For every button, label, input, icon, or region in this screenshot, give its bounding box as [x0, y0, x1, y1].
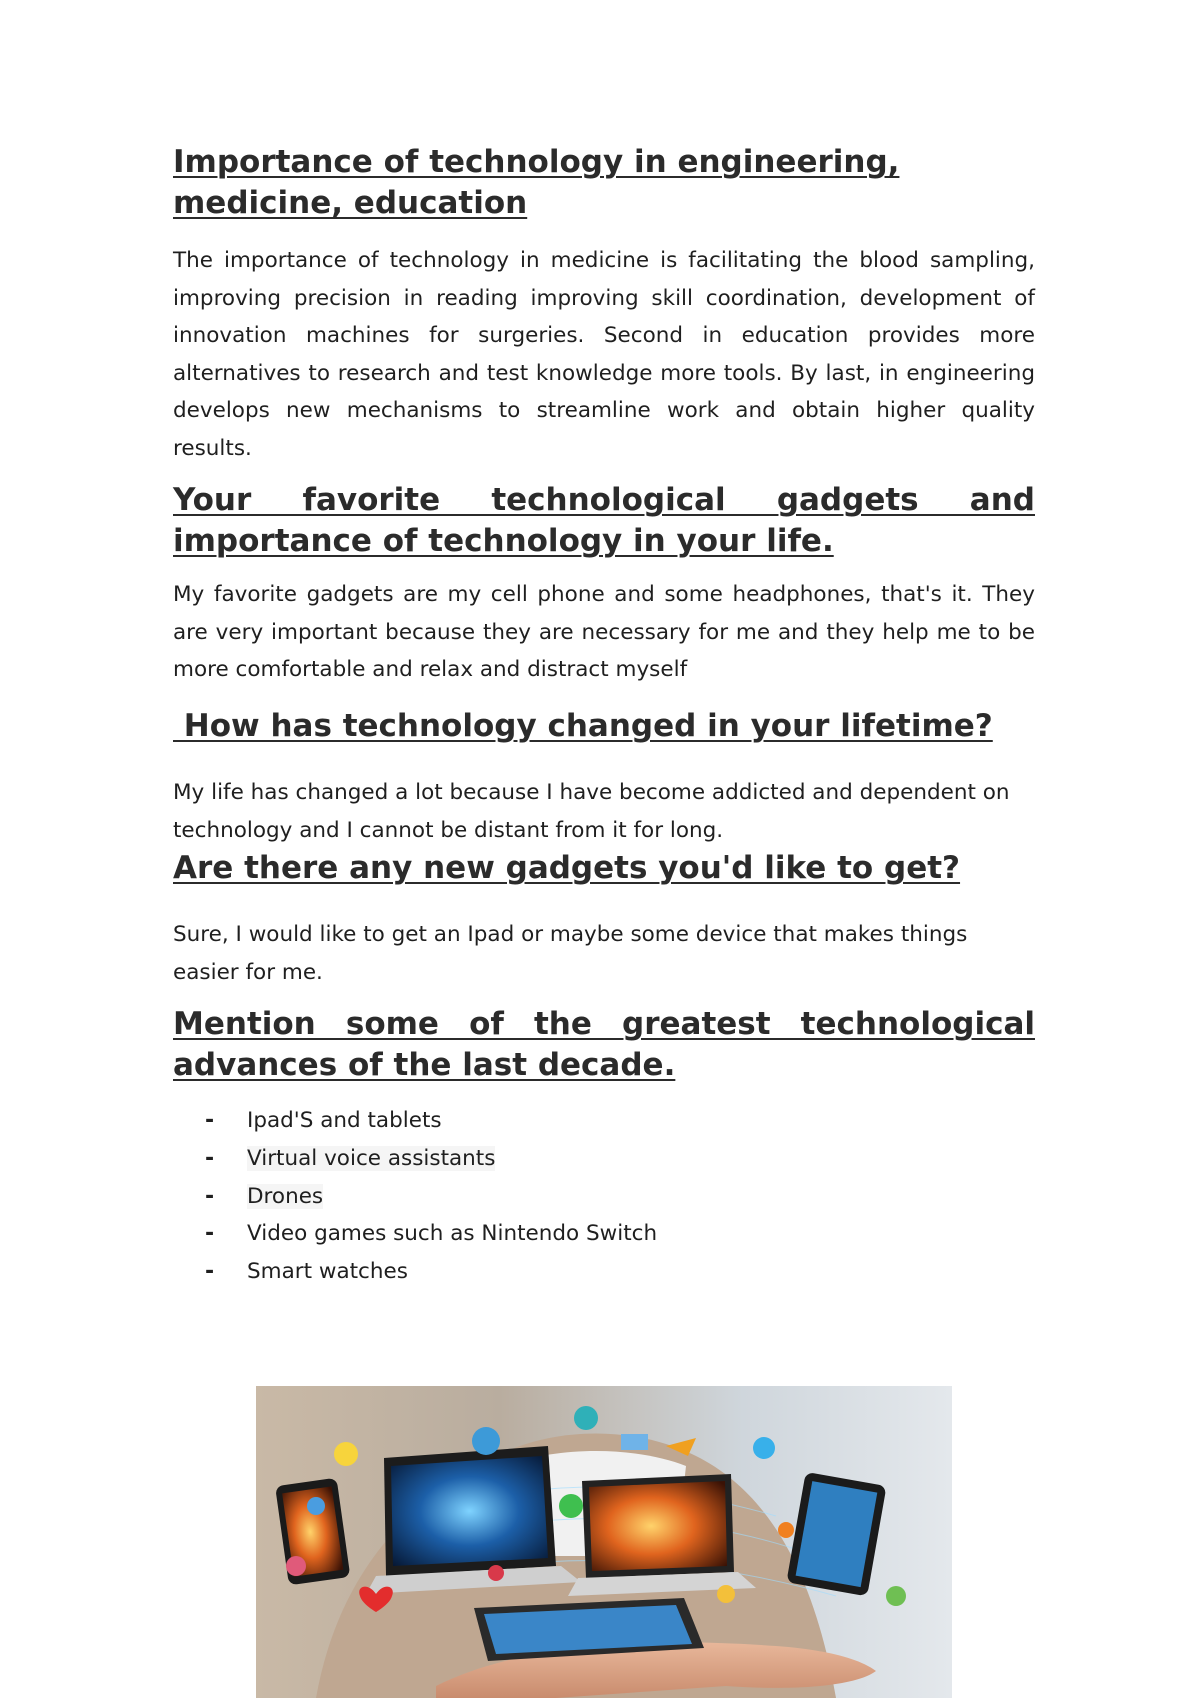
list-item-text: Virtual voice assistants [247, 1145, 496, 1171]
heading-line-2: importance of technology in your life. [173, 523, 834, 559]
list-marker: - [205, 1108, 215, 1133]
advances-list [205, 1102, 657, 1291]
list-marker: - [205, 1183, 215, 1209]
list-item [205, 1178, 657, 1216]
list-marker: - [205, 1221, 215, 1247]
heading-favorite-gadgets [173, 480, 1035, 562]
list-marker: - [205, 1145, 215, 1171]
heading-greatest-advances [173, 1004, 1035, 1086]
paragraph-importance: The importance of technology in medicine is facilitating the blood sampling, improving precision in reading improving skill coordination, development of innovation machines for surgeries. Second in education provides more alternatives to research and test knowledge more tools. By last, in engineering develops new mechanisms to streamline work and obtain higher quality results. [173, 248, 1035, 461]
heading-line-2: advances of the last decade. [173, 1047, 676, 1083]
list-item [205, 1253, 657, 1291]
paragraph-new-gadgets: Sure, I would like to get an Ipad or maybe some device that makes things easier for me. [173, 922, 968, 985]
paragraph-technology-changed: My life has changed a lot because I have become addicted and dependent on technology and I cannot be distant from it for long. [173, 780, 1010, 843]
technology-devices-illustration [256, 1386, 952, 1698]
list-item-text: Video games such as Nintendo Switch [247, 1221, 658, 1247]
list-item-text: Ipad'S and tablets [247, 1108, 442, 1133]
heading-line-1: Mention some of the greatest technological [173, 1006, 1035, 1042]
heading-new-gadgets: Are there any new gadgets you'd like to get? [173, 850, 961, 886]
list-item-text: Drones [247, 1183, 324, 1209]
heading-importance-of-technology [173, 142, 963, 224]
list-item [205, 1140, 657, 1178]
paragraph-favorite-gadgets: My favorite gadgets are my cell phone and some headphones, that's it. They are very important because they are necessary for me and they help me to be more comfortable and relax and distract myself [173, 582, 1035, 682]
list-item-text: Smart watches [247, 1259, 408, 1285]
heading-line-1: Your favorite technological gadgets and [173, 482, 1035, 518]
list-item [205, 1215, 657, 1253]
list-marker: - [205, 1259, 215, 1285]
list-item [205, 1102, 657, 1140]
heading-line-2: medicine, education [173, 185, 528, 221]
heading-line-1: Importance of technology in engineering, [173, 144, 900, 180]
heading-technology-changed: How has technology changed in your lifetime? [173, 708, 993, 744]
